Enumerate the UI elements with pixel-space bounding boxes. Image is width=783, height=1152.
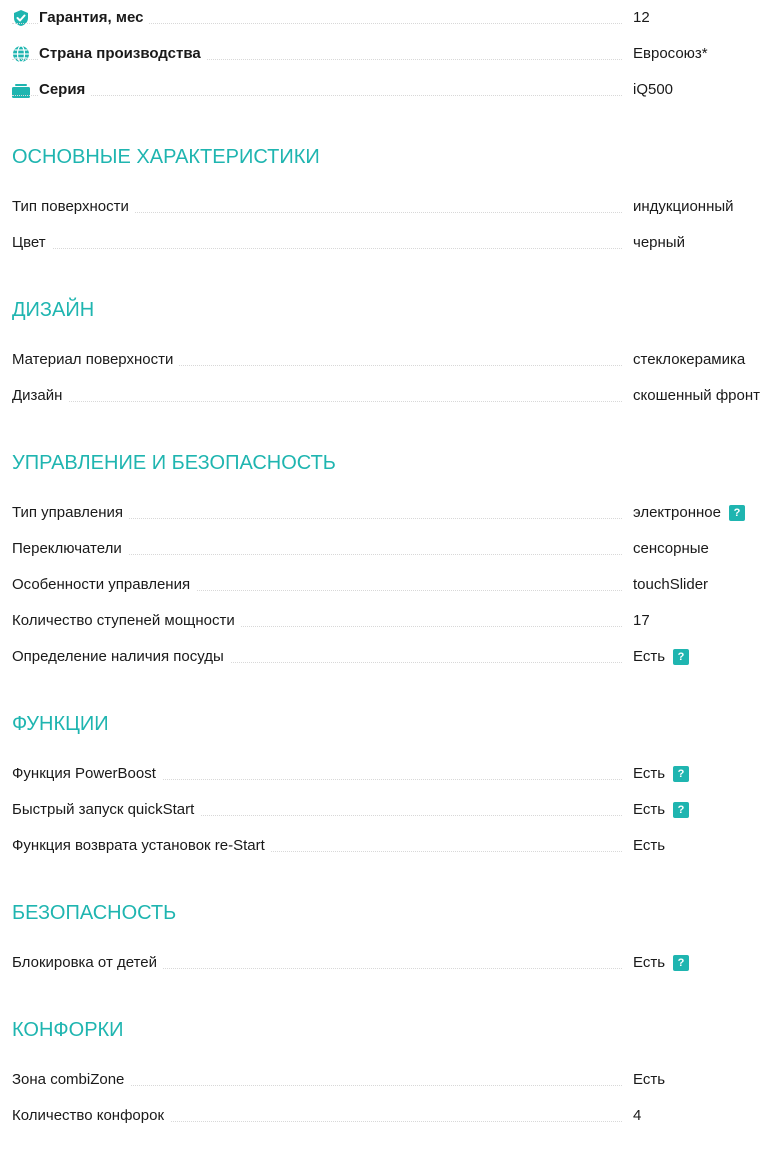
spec-row-country — [12, 43, 772, 65]
section-title: УПРАВЛЕНИЕ И БЕЗОПАСНОСТЬ — [12, 452, 336, 474]
spec-value: Есть ? — [633, 952, 689, 974]
spec-row — [12, 1105, 772, 1127]
spec-value: Есть ? — [633, 646, 689, 668]
spec-row — [12, 385, 772, 407]
spec-label: Количество конфорок — [12, 1105, 170, 1127]
spec-row — [12, 502, 772, 524]
dotted-leader — [12, 248, 622, 249]
spec-value: сенсорные — [633, 540, 709, 557]
section-title: КОНФОРКИ — [12, 1019, 124, 1041]
spec-row — [12, 349, 772, 371]
spec-row — [12, 538, 772, 560]
spec-label: Серия — [39, 79, 91, 101]
section-title: ФУНКЦИИ — [12, 713, 109, 735]
spec-value: скошенный фронт — [633, 387, 761, 404]
spec-value: Евросоюз* — [633, 45, 708, 62]
spec-label: Особенности управления — [12, 574, 196, 596]
spec-row — [12, 1069, 772, 1091]
help-button[interactable]: ? — [729, 505, 745, 521]
spec-label: Материал поверхности — [12, 349, 179, 371]
spec-value: 12 — [633, 9, 650, 26]
section-title: ОСНОВНЫЕ ХАРАКТЕРИСТИКИ — [12, 146, 320, 168]
spec-row — [12, 763, 772, 785]
spec-row — [12, 610, 772, 632]
spec-label: Гарантия, мес — [39, 7, 149, 29]
spec-label: Определение наличия посуды — [12, 646, 230, 668]
section-title: БЕЗОПАСНОСТЬ — [12, 902, 177, 924]
spec-row — [12, 196, 772, 218]
help-button[interactable]: ? — [673, 649, 689, 665]
help-button[interactable]: ? — [673, 766, 689, 782]
spec-value: черный — [633, 234, 685, 251]
spec-row — [12, 952, 772, 974]
spec-label: Функция возврата установок re-Start — [12, 835, 271, 857]
spec-value: индукционный — [633, 198, 734, 215]
spec-label: Цвет — [12, 232, 52, 254]
spec-row — [12, 646, 772, 668]
spec-value: Есть ? — [633, 799, 689, 821]
spec-label: Тип управления — [12, 502, 129, 524]
spec-value: 17 — [633, 612, 650, 629]
spec-row — [12, 574, 772, 596]
spec-label: Функция PowerBoost — [12, 763, 162, 785]
spec-value: 4 — [633, 1107, 642, 1124]
spec-label: Страна производства — [39, 43, 207, 65]
spec-value: Есть ? — [633, 763, 689, 785]
spec-row — [12, 232, 772, 254]
spec-row — [12, 835, 772, 857]
spec-row-series — [12, 79, 772, 101]
spec-value: электронное ? — [633, 502, 745, 524]
spec-label: Количество ступеней мощности — [12, 610, 241, 632]
spec-value: Есть — [633, 837, 666, 854]
help-button[interactable]: ? — [673, 802, 689, 818]
spec-label: Переключатели — [12, 538, 128, 560]
help-button[interactable]: ? — [673, 955, 689, 971]
spec-label: Зона combiZone — [12, 1069, 130, 1091]
dotted-leader — [12, 95, 622, 96]
section-title: ДИЗАЙН — [12, 299, 95, 321]
dotted-leader — [12, 401, 622, 402]
spec-row — [12, 799, 772, 821]
spec-value: touchSlider — [633, 576, 709, 593]
spec-value: стеклокерамика — [633, 351, 746, 368]
stack-icon — [12, 81, 30, 99]
globe-icon — [12, 45, 30, 63]
spec-label: Тип поверхности — [12, 196, 135, 218]
spec-label: Дизайн — [12, 385, 68, 407]
spec-label: Блокировка от детей — [12, 952, 163, 974]
spec-row-warranty — [12, 7, 772, 29]
spec-value: iQ500 — [633, 81, 674, 98]
spec-label: Быстрый запуск quickStart — [12, 799, 200, 821]
spec-value: Есть — [633, 1071, 666, 1088]
shield-check-icon — [12, 9, 30, 27]
